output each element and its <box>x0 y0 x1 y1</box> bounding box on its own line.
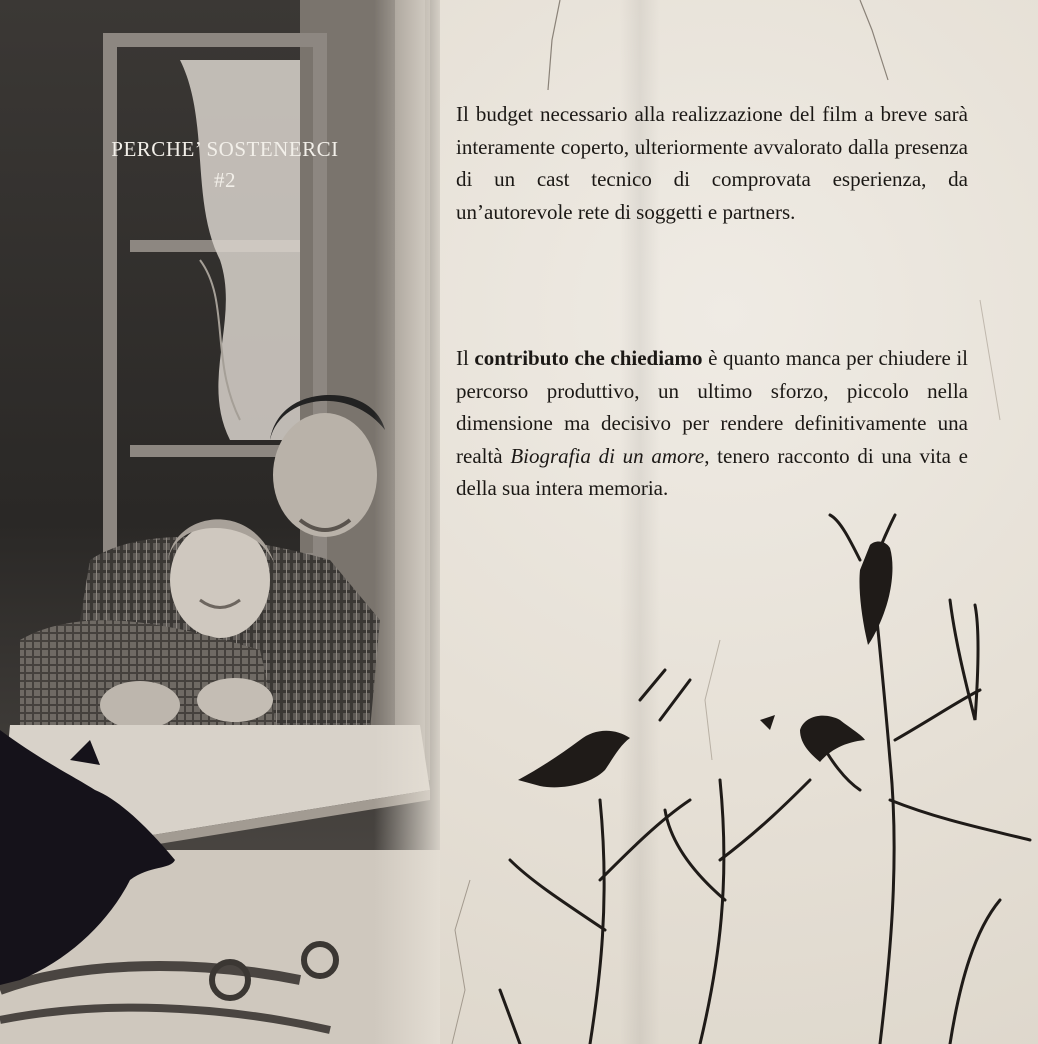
paragraph-contribution <box>456 342 968 505</box>
title-line-1: PERCHE’ SOSTENERCI <box>111 137 339 161</box>
paragraph-middle: è quanto manca per chiudere il percorso produttivo, un ultimo sforzo, piccolo nella dimensione ma decisivo per rendere definitivamente una realtà <box>456 346 969 468</box>
paragraph-budget: Il budget necessario alla realizzazione del film a breve sarà interamente coperto, ulteriormente avvalorato dalla presenza di un cast tecnico di comprovata esperienza, da un’autorevole rete di soggetti e partners. <box>456 102 968 224</box>
paragraph-tail: , tenero racconto di una vita e della sua intera memoria. <box>456 443 968 500</box>
title-line-2: #2 <box>214 168 236 192</box>
film-title: Biografia di un amore <box>510 443 705 468</box>
paragraph-lead: Il <box>456 346 475 370</box>
contribution-emphasis: contributo che chiediamo <box>474 346 703 370</box>
page-title <box>80 134 370 196</box>
